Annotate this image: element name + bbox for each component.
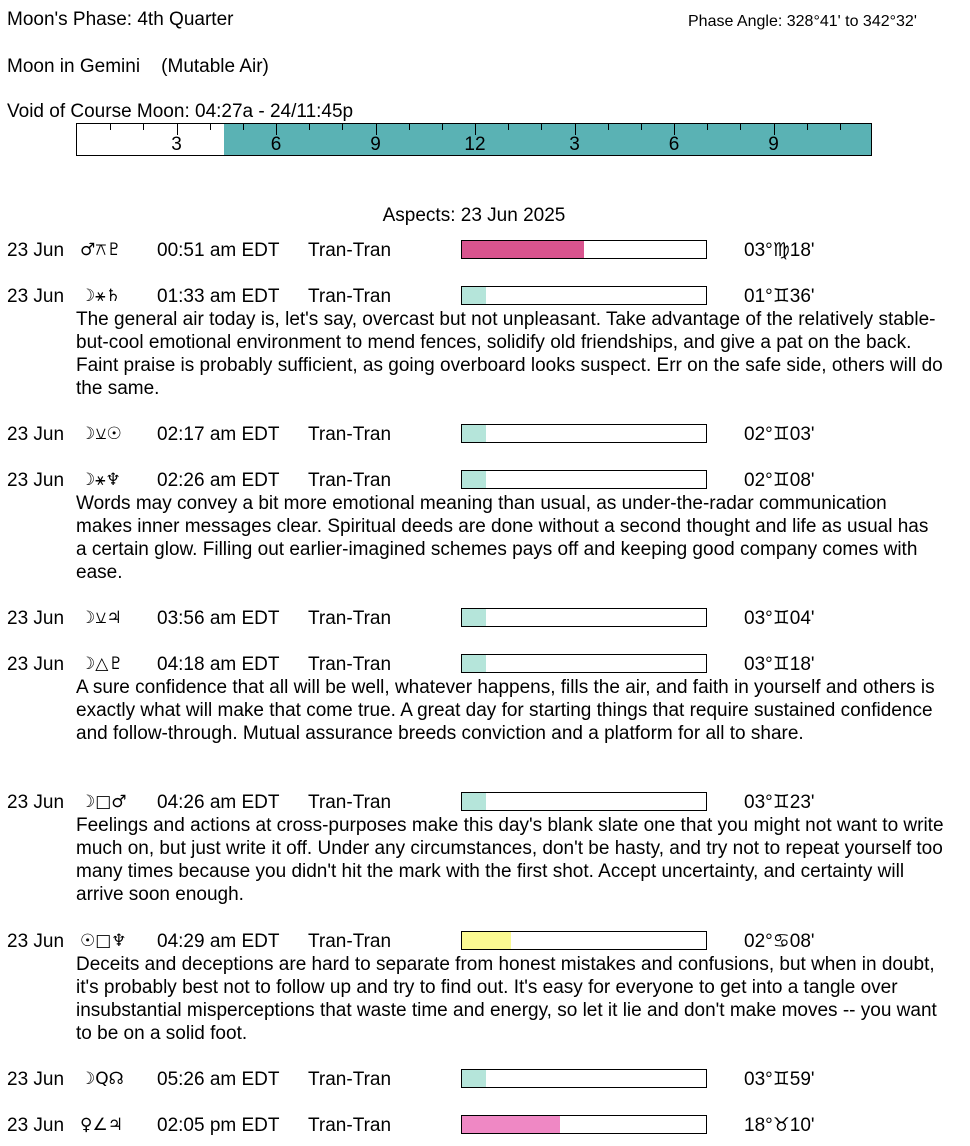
aspect-time: 02:17 am EDT bbox=[157, 424, 280, 445]
aspect-strength-bar bbox=[461, 1115, 707, 1134]
aspect-strength-bar bbox=[461, 240, 707, 259]
phase-angle: Phase Angle: 328°41' to 342°32' bbox=[688, 13, 917, 30]
aspect-position: 02°♊08' bbox=[744, 470, 815, 491]
aspect-date: 23 Jun bbox=[7, 931, 65, 952]
aspect-type: Tran-Tran bbox=[308, 470, 392, 491]
timeline-tick bbox=[707, 124, 708, 130]
aspect-strength-fill bbox=[462, 1070, 486, 1087]
aspect-glyphs: ☉□♆ bbox=[80, 931, 127, 951]
timeline-tick bbox=[541, 124, 542, 130]
aspect-position: 01°♊36' bbox=[744, 286, 815, 307]
timeline-tick bbox=[508, 124, 509, 130]
moon-phase: Moon's Phase: 4th Quarter bbox=[7, 9, 234, 30]
aspect-type: Tran-Tran bbox=[308, 654, 392, 675]
aspect-date: 23 Jun bbox=[7, 1115, 65, 1136]
timeline-tick bbox=[807, 124, 808, 130]
timeline-hour-label: 9 bbox=[768, 134, 779, 155]
aspect-strength-bar bbox=[461, 286, 707, 305]
aspect-row bbox=[0, 285, 950, 400]
timeline-tick bbox=[641, 124, 642, 130]
timeline-hour-label: 6 bbox=[668, 134, 680, 155]
aspect-time: 05:26 am EDT bbox=[157, 1069, 280, 1090]
aspect-time: 04:26 am EDT bbox=[157, 792, 280, 813]
aspect-glyphs: ☽⚺☉ bbox=[80, 424, 122, 444]
timeline-tick bbox=[608, 124, 609, 130]
aspect-type: Tran-Tran bbox=[308, 1115, 392, 1136]
aspect-date: 23 Jun bbox=[7, 654, 65, 675]
timeline-hour-label: 3 bbox=[569, 134, 580, 155]
moon-sign: Moon in Gemini (Mutable Air) bbox=[7, 56, 269, 77]
aspect-date: 23 Jun bbox=[7, 286, 65, 307]
timeline-hour-label: 3 bbox=[171, 134, 182, 155]
aspect-type: Tran-Tran bbox=[308, 1069, 392, 1090]
aspect-position: 18°♉10' bbox=[744, 1115, 815, 1136]
aspect-glyphs: ☽△♇ bbox=[80, 654, 124, 674]
aspect-date: 23 Jun bbox=[7, 240, 65, 261]
aspect-strength-fill bbox=[462, 609, 486, 626]
aspect-strength-fill bbox=[462, 471, 486, 488]
aspect-strength-bar bbox=[461, 792, 707, 811]
timeline-hour-label: 6 bbox=[270, 134, 282, 155]
aspect-description: A sure confidence that all will be well, whatever happens, fills the air, and faith in yourself and others is exactly what will make that come true. A great day for starting things that require sustained confidence and follow-through. Mutual assurance breeds conviction and a platform for all to share. bbox=[76, 677, 935, 744]
aspect-strength-fill bbox=[462, 1116, 560, 1133]
aspect-row bbox=[0, 1068, 950, 1091]
aspect-strength-fill bbox=[462, 793, 486, 810]
aspect-glyphs: ☽⚺♃ bbox=[80, 608, 122, 628]
aspect-position: 03°♍18' bbox=[744, 240, 815, 261]
aspect-date: 23 Jun bbox=[7, 608, 65, 629]
timeline-tick bbox=[210, 124, 211, 130]
void-of-course-timeline bbox=[76, 123, 872, 156]
aspect-type: Tran-Tran bbox=[308, 286, 392, 307]
aspects-heading: Aspects: 23 Jun 2025 bbox=[382, 205, 566, 226]
aspect-row bbox=[0, 239, 950, 262]
aspect-type: Tran-Tran bbox=[308, 792, 392, 813]
aspect-row bbox=[0, 1114, 950, 1137]
aspect-strength-bar bbox=[461, 470, 707, 489]
aspect-date: 23 Jun bbox=[7, 470, 65, 491]
aspect-strength-bar bbox=[461, 654, 707, 673]
aspect-description: Deceits and deceptions are hard to separate from honest mistakes and confusions, but when in doubt, it's probably best not to follow up and try to find out. It's easy for everyone to get into a tangle over insubstantial misperceptions that waste time and energy, so let it lie and don't make moves -- you want to be on a solid foot. bbox=[76, 954, 937, 1044]
aspect-glyphs: ♂⚻♇ bbox=[80, 240, 122, 260]
aspect-time: 02:26 am EDT bbox=[157, 470, 280, 491]
aspect-date: 23 Jun bbox=[7, 424, 65, 445]
aspect-time: 03:56 am EDT bbox=[157, 608, 280, 629]
timeline-tick bbox=[243, 124, 244, 130]
aspect-strength-fill bbox=[462, 425, 486, 442]
aspect-glyphs: ♀∠♃ bbox=[80, 1115, 123, 1135]
aspect-row bbox=[0, 607, 950, 630]
timeline-tick bbox=[442, 124, 443, 130]
aspect-strength-bar bbox=[461, 931, 707, 950]
aspect-description: Words may convey a bit more emotional meaning than usual, as under-the-radar communication makes inner messages clear. Spiritual deeds are done without a second thought and life as usual has a certain glow. Filling out earlier-imagined schemes pays off and keeping good company comes with ease. bbox=[76, 493, 929, 583]
timeline-tick bbox=[143, 124, 144, 130]
aspect-position: 02°♊03' bbox=[744, 424, 815, 445]
aspect-position: 03°♊04' bbox=[744, 608, 815, 629]
timeline-tick bbox=[309, 124, 310, 130]
aspect-strength-fill bbox=[462, 287, 486, 304]
aspect-date: 23 Jun bbox=[7, 792, 65, 813]
aspect-time: 02:05 pm EDT bbox=[157, 1115, 280, 1136]
timeline-hour-label: 12 bbox=[464, 134, 486, 155]
aspect-position: 03°♊59' bbox=[744, 1069, 815, 1090]
aspect-time: 04:18 am EDT bbox=[157, 654, 280, 675]
aspect-type: Tran-Tran bbox=[308, 424, 392, 445]
timeline-hour-label: 9 bbox=[370, 134, 381, 155]
aspect-type: Tran-Tran bbox=[308, 240, 392, 261]
aspect-glyphs: ☽⚹♄ bbox=[80, 286, 121, 306]
aspect-type: Tran-Tran bbox=[308, 931, 392, 952]
aspect-strength-bar bbox=[461, 1069, 707, 1088]
aspect-time: 01:33 am EDT bbox=[157, 286, 280, 307]
timeline-tick bbox=[409, 124, 410, 130]
aspect-position: 03°♊23' bbox=[744, 792, 815, 813]
aspect-strength-bar bbox=[461, 608, 707, 627]
aspect-strength-fill bbox=[462, 241, 584, 258]
timeline-tick bbox=[110, 124, 111, 130]
aspect-row bbox=[0, 791, 950, 906]
aspect-type: Tran-Tran bbox=[308, 608, 392, 629]
aspect-strength-fill bbox=[462, 655, 486, 672]
aspect-description: The general air today is, let's say, overcast but not unpleasant. Take advantage of the relatively stable-but-cool emotional environment to mend fences, solidify old friendships, and give a pat on the back. Faint praise is probably sufficient, as going overboard looks suspect. Err on the safe side, others will do the same. bbox=[76, 309, 943, 399]
aspect-time: 00:51 am EDT bbox=[157, 240, 280, 261]
aspect-strength-bar bbox=[461, 424, 707, 443]
aspect-glyphs: ☽Q☊ bbox=[80, 1069, 124, 1089]
aspect-strength-fill bbox=[462, 932, 511, 949]
void-of-course: Void of Course Moon: 04:27a - 24/11:45p bbox=[7, 101, 354, 122]
aspect-row bbox=[0, 930, 950, 1045]
aspect-glyphs: ☽□♂ bbox=[80, 792, 127, 812]
timeline-tick bbox=[740, 124, 741, 130]
aspect-row bbox=[0, 469, 950, 584]
aspect-time: 04:29 am EDT bbox=[157, 931, 280, 952]
aspect-glyphs: ☽⚹♆ bbox=[80, 470, 121, 490]
timeline-tick bbox=[342, 124, 343, 130]
aspect-position: 02°♋08' bbox=[744, 931, 815, 952]
timeline-tick bbox=[840, 124, 841, 130]
aspect-position: 03°♊18' bbox=[744, 654, 815, 675]
aspect-description: Feelings and actions at cross-purposes make this day's blank slate one that you might not want to write much on, but just write it off. Under any circumstances, don't be hasty, and try not to repeat yourself too many times because you didn't hit the mark with the first shot. Accept uncertainty, and certainty will arrive soon enough. bbox=[76, 815, 944, 905]
aspect-row bbox=[0, 423, 950, 446]
aspect-date: 23 Jun bbox=[7, 1069, 65, 1090]
aspect-row bbox=[0, 653, 950, 745]
